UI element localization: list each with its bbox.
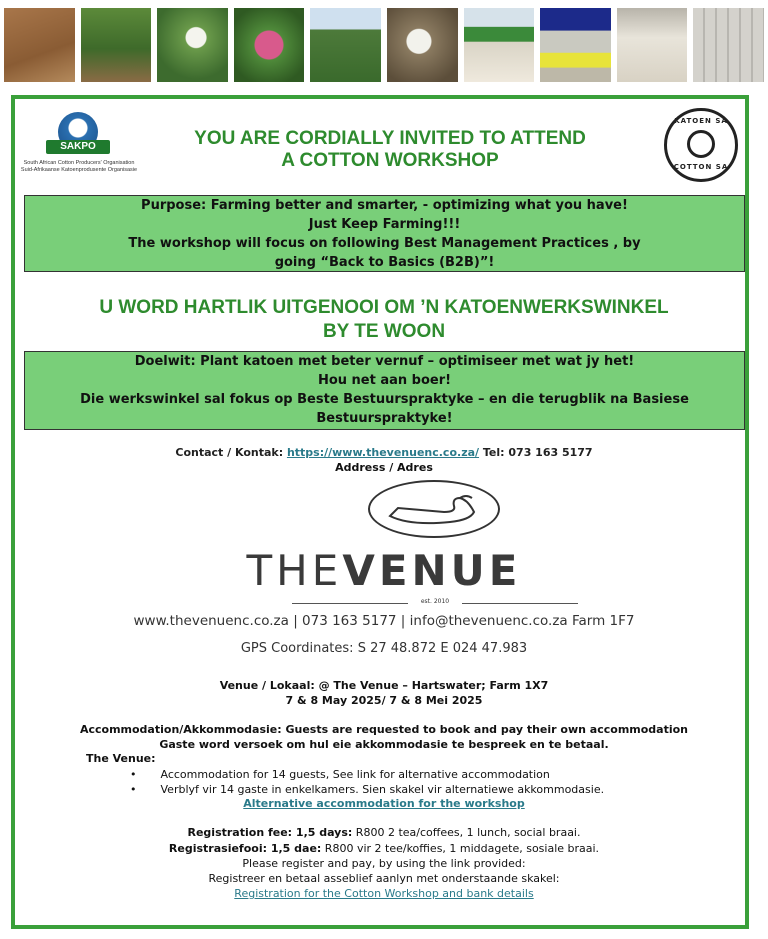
- cotton-sa-logo: [664, 108, 738, 182]
- register-instruction-af: Registreer en betaal asseblief aanlyn met onderstaande skakel:: [208, 872, 560, 885]
- photo-strip: [0, 8, 768, 82]
- cotton-harvester-photo: [464, 8, 535, 82]
- katoen-sa-label: KATOEN SA: [674, 117, 728, 125]
- sakpo-logo: [20, 108, 138, 178]
- cotton-seedling-photo: [4, 8, 75, 82]
- registrasiefooi: Registrasiefooi: 1,5 dae: R800 vir 2 tee/koffies, 1 middagete, sosiale braai.: [168, 842, 600, 855]
- doelwit-box: Doelwit: Plant katoen met beter vernuf – optimiseer met wat jy het! Hou net aan boer! Die werkswinkel sal fokus op Beste Bestuurspraktyke – en die terugblik na Basiese Bestuurspraktyke!: [24, 351, 745, 430]
- english-title: YOU ARE CORDIALLY INVITED TO ATTEND A COTTON WORKSHOP: [194, 128, 586, 171]
- venue-dates: 7 & 8 May 2025/ 7 & 8 Mei 2025: [285, 694, 483, 707]
- venue-contact-info: www.thevenuenc.co.za | 073 163 5177 | info@thevenuenc.co.za Farm 1F7: [133, 613, 635, 629]
- purpose-box: Purpose: Farming better and smarter, - optimizing what you have! Just Keep Farming!!! The workshop will focus on following Best Management Practices , by going “Back to Basics (B2B)”!: [24, 195, 745, 272]
- venue-wordmark: THEVENUE: [246, 546, 522, 595]
- accommodation-note-af: Gaste word versoek om hul eie akkommodasie te bespreek en te betaal.: [159, 738, 609, 751]
- cotton-sa-label: COTTON SA: [673, 163, 729, 171]
- cotton-plants-photo: [81, 8, 152, 82]
- cotton-flower-pink-photo: [234, 8, 305, 82]
- sakpo-wordmark: SAKPO: [46, 140, 110, 154]
- alternative-accommodation-link[interactable]: Alternative accommodation for the workshop: [243, 797, 525, 810]
- accommodation-bullet: • Accommodation for 14 guests, See link for alternative accommodation: [130, 768, 550, 781]
- accommodation-bullet: • Verblyf vir 14 gaste in enkelkamers. Sien skakel vir alternatiewe akkommodasie.: [130, 783, 605, 796]
- cotton-flower-white-photo: [157, 8, 228, 82]
- afrikaans-title: U WORD HARTLIK UITGENOOI OM ’N KATOENWERKSWINKEL BY TE WOON: [99, 297, 669, 342]
- address-label: Address / Adres: [335, 461, 433, 474]
- gps-coordinates: GPS Coordinates: S 27 48.872 E 024 47.983: [240, 641, 528, 656]
- cotton-boll-icon: [687, 130, 715, 158]
- sakpo-organisation-name: South African Cotton Producers' Organisation Suid-Afrikaanse Katoenprodusente Organisasie: [20, 160, 138, 173]
- swan-logo-icon: [368, 480, 500, 538]
- register-instruction: Please register and pay, by using the link provided:: [242, 857, 526, 870]
- venue-website-link[interactable]: https://www.thevenuenc.co.za/: [286, 446, 480, 459]
- contact-phone: 073 163 5177: [508, 446, 593, 459]
- cotton-gin-photo: [617, 8, 688, 82]
- registration-link[interactable]: Registration for the Cotton Workshop and bank details: [234, 887, 534, 900]
- the-venue-label: The Venue:: [86, 752, 156, 765]
- cotton-bales-photo: [693, 8, 764, 82]
- venue-location: Venue / Lokaal: @ The Venue – Hartswater; Farm 1X7: [219, 679, 549, 692]
- established-label: est. 2010: [408, 598, 462, 605]
- cotton-modules-photo: [540, 8, 611, 82]
- registration-fee: Registration fee: 1,5 days: R800 2 tea/coffees, 1 lunch, social braai.: [187, 826, 581, 839]
- cotton-field-photo: [310, 8, 381, 82]
- accommodation-note: Accommodation/Akkommodasie: Guests are requested to book and pay their own accommodation: [79, 723, 689, 736]
- cotton-boll-photo: [387, 8, 458, 82]
- contact-line: Contact / Kontak: https://www.thevenuenc.co.za/ Tel: 073 163 5177: [175, 446, 593, 459]
